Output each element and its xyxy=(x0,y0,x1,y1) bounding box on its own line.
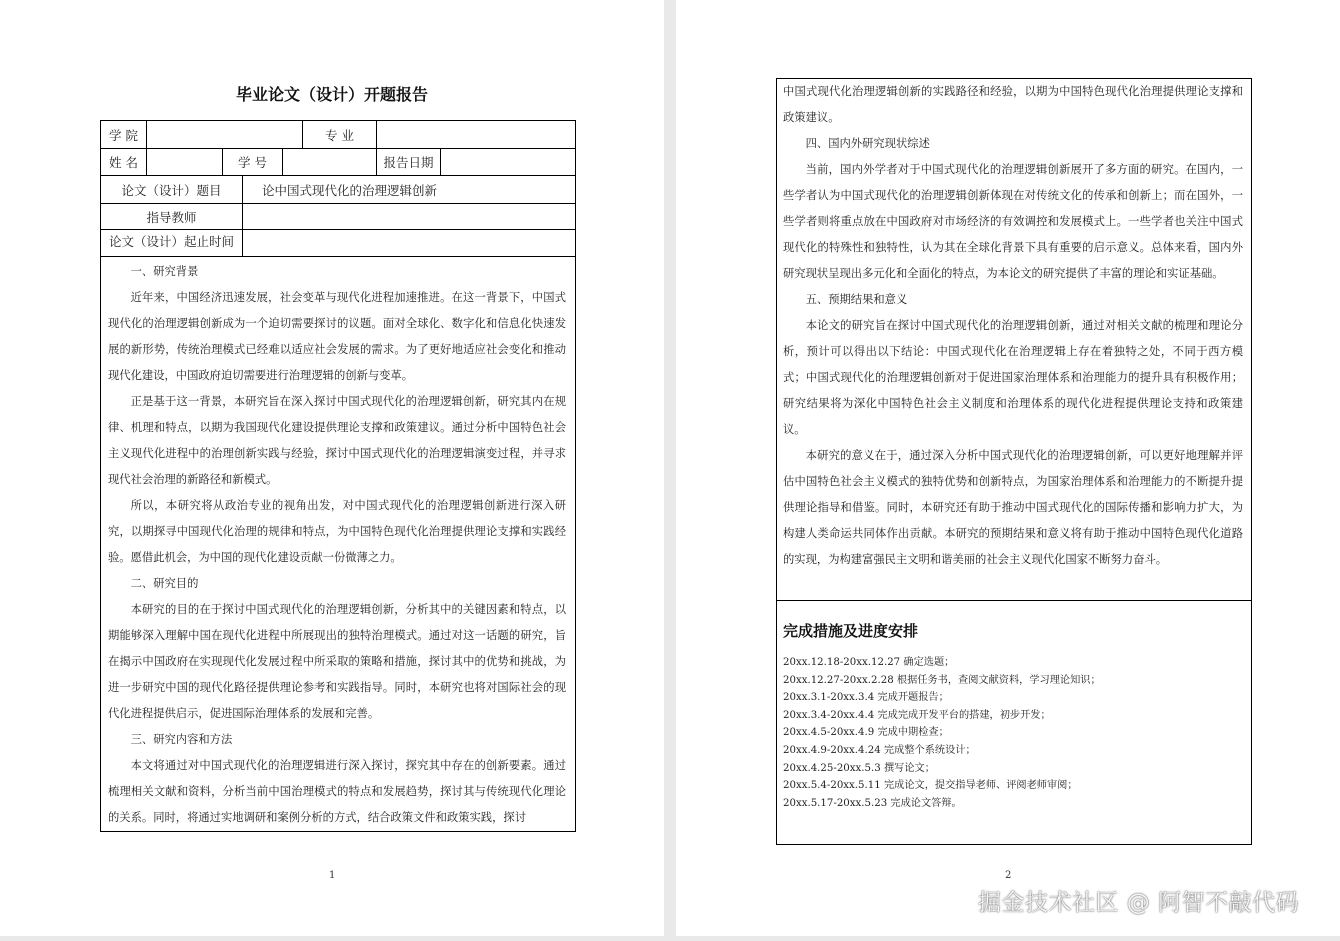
advisor-label: 指导教师 xyxy=(101,204,243,229)
period-value[interactable] xyxy=(243,230,575,256)
schedule-item: 20xx.3.4-20xx.4.4 完成完成开发平台的搭建，初步开发； xyxy=(783,709,1051,721)
form-row-period xyxy=(101,230,575,257)
watermark: 掘金技术社区 @ 阿智不敲代码 xyxy=(978,890,1300,916)
section-heading: 五、预期结果和意义 xyxy=(805,293,908,306)
topic-label: 论文（设计）题目 xyxy=(101,176,243,203)
schedule-item: 20xx.12.18-20xx.12.27 确定选题； xyxy=(783,657,955,668)
schedule-title: 完成措施及进度安排 xyxy=(783,622,919,640)
section-heading: 二、研究目的 xyxy=(130,577,199,590)
schedule-box xyxy=(776,600,1252,845)
report-date-value[interactable] xyxy=(441,149,575,175)
form-row-advisor xyxy=(101,204,575,230)
name-value[interactable] xyxy=(147,149,223,175)
period-label: 论文（设计）起止时间 xyxy=(108,234,234,249)
major-label: 专 业 xyxy=(303,121,377,148)
college-label: 学 院 xyxy=(101,121,147,148)
proposal-form-table xyxy=(100,120,576,832)
schedule-list xyxy=(783,654,1101,812)
form-row-college xyxy=(101,121,575,149)
report-date-label: 报告日期 xyxy=(377,149,441,175)
body-paragraph: 当前，国内外学者对于中国式现代化的治理逻辑创新展开了多方面的研究。在国内，一些学者认为中国式现代化的治理逻辑创新体现在对传统文化的传承和创新上；而在国外，一些学者则将重点放在中国政府对市场经济的有效调控和发展模式上。一些学者也关注中国式现代化的特殊性和独特性，认为其在全球化背景下具有重要的启示意义。总体来看，国内外研究现状呈现出多元化和全面化的特点，为本论文的研究提供了丰富的理论和实证基础。 xyxy=(783,163,1243,280)
major-value[interactable] xyxy=(377,121,575,148)
body-paragraph: 所以，本研究将从政治专业的视角出发，对中国式现代化的治理逻辑创新进行深入研究，以期探寻中国现代化治理的规律和特点，为中国特色现代化治理提供理论支撑和实践经验。愿借此机会，为中国的现代化建设贡献一份微薄之力。 xyxy=(108,499,566,564)
page-number-1: 1 xyxy=(329,870,336,881)
advisor-value[interactable] xyxy=(243,204,575,229)
schedule-item: 20xx.4.5-20xx.4.9 完成中期检查； xyxy=(783,727,949,739)
section-heading: 四、国内外研究现状综述 xyxy=(805,137,930,150)
proposal-body-part-1 xyxy=(108,259,566,831)
proposal-body-part-2 xyxy=(783,79,1243,573)
form-row-name xyxy=(101,149,575,176)
name-label: 姓 名 xyxy=(101,149,147,175)
schedule-item: 20xx.3.1-20xx.3.4 完成开题报告； xyxy=(783,692,949,704)
form-row-topic xyxy=(101,176,575,204)
schedule-item: 20xx.4.25-20xx.5.3 撰写论文； xyxy=(783,762,935,774)
body-paragraph: 近年来，中国经济迅速发展，社会变革与现代化进程加速推进。在这一背景下，中国式现代化的治理逻辑创新成为一个迫切需要探讨的议题。面对全球化、数字化和信息化快速发展的新形势，传统治理模式已经难以适应社会发展的需求。为了更好地适应社会变化和推动现代化建设，中国政府迫切需要进行治理逻辑的创新与变革。 xyxy=(108,291,566,382)
body-paragraph: 中国式现代化治理逻辑创新的实践路径和经验，以期为中国特色现代化治理提供理论支撑和政策建议。 xyxy=(783,85,1243,124)
student-id-label: 学 号 xyxy=(223,149,283,175)
document-page-2 xyxy=(676,0,1340,936)
student-id-value[interactable] xyxy=(283,149,377,175)
body-paragraph: 本研究的意义在于，通过深入分析中国式现代化的治理逻辑创新，可以更好地理解并评估中国特色社会主义模式的独特优势和创新特点，为国家治理体系和治理能力的不断提升提供理论指导和借鉴。同时，本研究还有助于推动中国式现代化的国际传播和影响力扩大，为构建人类命运共同体作出贡献。本研究的预期结果和意义将有助于推动中国特色现代化道路的实现，为构建富强民主文明和谐美丽的社会主义现代化国家不断努力奋斗。 xyxy=(783,449,1243,566)
section-heading: 三、研究内容和方法 xyxy=(130,733,233,746)
document-title: 毕业论文（设计）开题报告 xyxy=(235,85,428,104)
body-paragraph: 本研究的目的在于探讨中国式现代化的治理逻辑创新，分析其中的关键因素和特点，以期能够深入理解中国在现代化进程中所展现出的独特治理模式。通过对这一话题的研究，旨在揭示中国政府在实现现代化发展过程中所采取的策略和措施，探讨其中的优势和挑战，为进一步研究中国的现代化路径提供理论参考和实践指导。同时，本研究也将对国际社会的现代化进程提供启示，促进国际治理体系的发展和完善。 xyxy=(108,603,566,720)
schedule-item: 20xx.4.9-20xx.4.24 完成整个系统设计； xyxy=(783,744,976,756)
body-paragraph: 本文将通过对中国式现代化的治理逻辑进行深入探讨，探究其中存在的创新要素。通过梳理相关文献和资料，分析当前中国治理模式的特点和发展趋势，探讨其与传统现代化理论的关系。同时，将通过实地调研和案例分析的方式，结合政策文件和政策实践，探讨 xyxy=(108,759,566,824)
document-page-1 xyxy=(0,0,664,936)
schedule-item: 20xx.5.17-20xx.5.23 完成论文答辩。 xyxy=(783,797,962,809)
schedule-item: 20xx.5.4-20xx.5.11 完成论文，提交指导老师、评阅老师审阅； xyxy=(783,780,1078,792)
section-heading: 一、研究背景 xyxy=(130,265,199,278)
topic-value[interactable]: 论中国式现代化的治理逻辑创新 xyxy=(262,182,438,198)
body-paragraph: 本论文的研究旨在探讨中国式现代化的治理逻辑创新，通过对相关文献的梳理和理论分析，预计可以得出以下结论：中国式现代化在治理逻辑上存在着独特之处，不同于西方模式；中国式现代化的治理逻辑创新对于促进国家治理体系和治理能力的提升具有积极作用；研究结果将为深化中国特色社会主义制度和治理体系的现代化进程提供理论支持和政策建议。 xyxy=(783,319,1243,436)
page-number-2: 2 xyxy=(1005,870,1012,881)
proposal-body-box xyxy=(776,78,1252,601)
body-paragraph: 正是基于这一背景，本研究旨在深入探讨中国式现代化的治理逻辑创新，研究其内在规律、机理和特点，以期为我国现代化建设提供理论支撑和政策建议。通过分析中国特色社会主义现代化进程中的治理创新实践与经验，探讨中国式现代化的治理逻辑演变过程，并寻求现代社会治理的新路径和新模式。 xyxy=(108,395,566,486)
schedule-item: 20xx.12.27-20xx.2.28 根据任务书，查阅文献资料，学习理论知识； xyxy=(783,674,1101,686)
college-value[interactable] xyxy=(147,121,303,148)
